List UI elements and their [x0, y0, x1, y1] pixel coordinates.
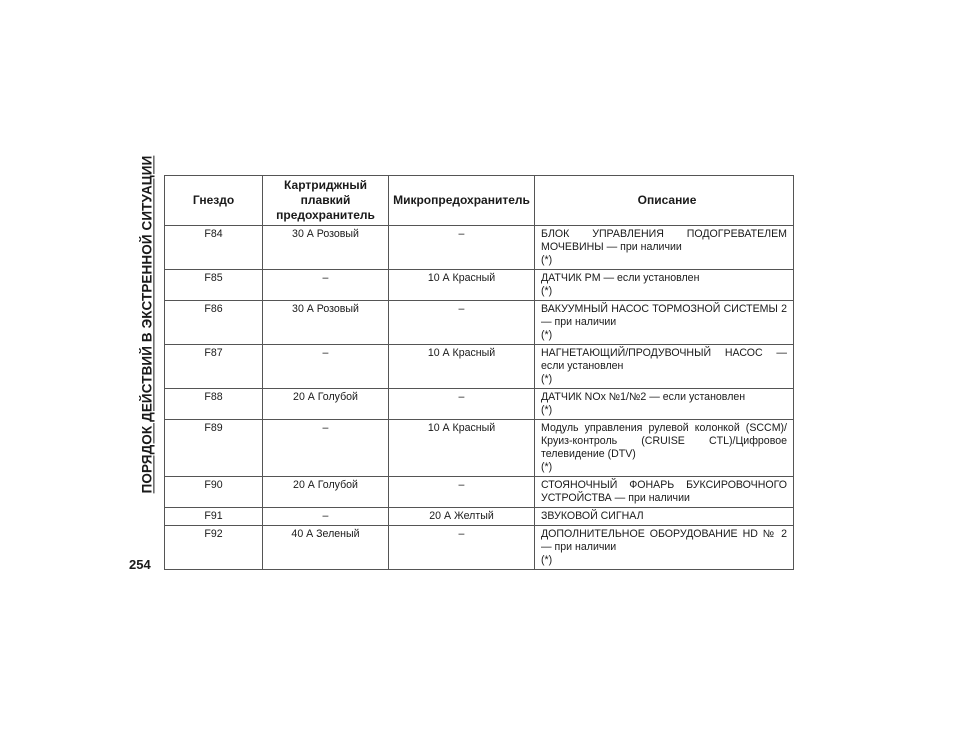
cell-cartridge: –	[263, 345, 389, 389]
table-row	[165, 345, 794, 389]
header-micro-fuse	[389, 176, 535, 226]
cell-micro: 10 А Красный	[389, 270, 535, 301]
cell-cartridge: –	[263, 420, 389, 477]
section-title-text: ПОРЯДОК ДЕЙСТВИЙ В ЭКСТРЕННОЙ СИТУАЦИИ	[139, 155, 155, 493]
description-text: Модуль управления рулевой колонкой (SCCM)/ Круиз-контроль (CRUISE CTL)/Цифровое телевидение (DTV)	[541, 422, 787, 460]
cell-cartridge: 30 А Розовый	[263, 301, 389, 345]
header-line: предохранитель	[276, 208, 375, 222]
cell-micro: –	[389, 301, 535, 345]
header-cartridge-fuse	[263, 176, 389, 226]
header-line: Микропредохранитель	[393, 193, 530, 207]
cell-socket: F92	[165, 526, 263, 570]
header-line: Картриджный	[284, 178, 367, 192]
description-note: (*)	[541, 554, 553, 566]
cell-description	[535, 477, 794, 508]
cell-cartridge: 40 А Зеленый	[263, 526, 389, 570]
header-line: плавкий	[300, 193, 351, 207]
table-row	[165, 526, 794, 570]
cell-description	[535, 508, 794, 526]
table-row	[165, 270, 794, 301]
description-text: СТОЯНОЧНЫЙ ФОНАРЬ БУКСИРОВОЧНОГО УСТРОЙСТВА — при наличии	[541, 479, 787, 504]
page-number: 254	[129, 557, 151, 572]
cell-description	[535, 226, 794, 270]
table-row	[165, 477, 794, 508]
description-text: ДОПОЛНИТЕЛЬНОЕ ОБОРУДОВАНИЕ HD № 2 — при наличии	[541, 528, 787, 553]
cell-description	[535, 389, 794, 420]
cell-micro: –	[389, 477, 535, 508]
description-note: (*)	[541, 461, 553, 473]
cell-cartridge: 30 А Розовый	[263, 226, 389, 270]
cell-socket: F90	[165, 477, 263, 508]
description-note: (*)	[541, 373, 553, 385]
header-line: Описание	[637, 193, 697, 207]
cell-cartridge: –	[263, 508, 389, 526]
cell-socket: F88	[165, 389, 263, 420]
description-note: (*)	[541, 329, 553, 341]
cell-socket: F86	[165, 301, 263, 345]
cell-socket: F91	[165, 508, 263, 526]
cell-description	[535, 526, 794, 570]
header-socket	[165, 176, 263, 226]
cell-micro: –	[389, 526, 535, 570]
description-note: (*)	[541, 404, 553, 416]
description-text: ДАТЧИК PM — если установлен	[541, 272, 700, 284]
cell-description	[535, 420, 794, 477]
description-text: ВАКУУМНЫЙ НАСОС ТОРМОЗНОЙ СИСТЕМЫ 2 — при наличии	[541, 303, 787, 328]
table-row	[165, 389, 794, 420]
header-description	[535, 176, 794, 226]
cell-socket: F87	[165, 345, 263, 389]
table-header-row	[165, 176, 794, 226]
description-note: (*)	[541, 254, 553, 266]
cell-description	[535, 345, 794, 389]
table-row	[165, 420, 794, 477]
cell-micro: 10 А Красный	[389, 420, 535, 477]
description-text: ЗВУКОВОЙ СИГНАЛ	[541, 510, 644, 522]
cell-description	[535, 301, 794, 345]
cell-socket: F85	[165, 270, 263, 301]
fuse-table	[164, 175, 794, 570]
cell-micro: 20 А Желтый	[389, 508, 535, 526]
cell-cartridge: 20 А Голубой	[263, 477, 389, 508]
description-text: БЛОК УПРАВЛЕНИЯ ПОДОГРЕВАТЕЛЕМ МОЧЕВИНЫ — при наличии	[541, 228, 787, 253]
cell-socket: F84	[165, 226, 263, 270]
description-text: НАГНЕТАЮЩИЙ/ПРОДУВОЧНЫЙ НАСОС — если установлен	[541, 347, 787, 372]
cell-socket: F89	[165, 420, 263, 477]
cell-micro: –	[389, 226, 535, 270]
table-row	[165, 226, 794, 270]
cell-cartridge: –	[263, 270, 389, 301]
cell-cartridge: 20 А Голубой	[263, 389, 389, 420]
cell-description	[535, 270, 794, 301]
description-text: ДАТЧИК NOx №1/№2 — если установлен	[541, 391, 746, 403]
header-line: Гнездо	[192, 193, 235, 207]
table-row	[165, 508, 794, 526]
table-row	[165, 301, 794, 345]
cell-micro: 10 А Красный	[389, 345, 535, 389]
section-title-vertical	[132, 155, 162, 493]
description-note: (*)	[541, 285, 553, 297]
cell-micro: –	[389, 389, 535, 420]
